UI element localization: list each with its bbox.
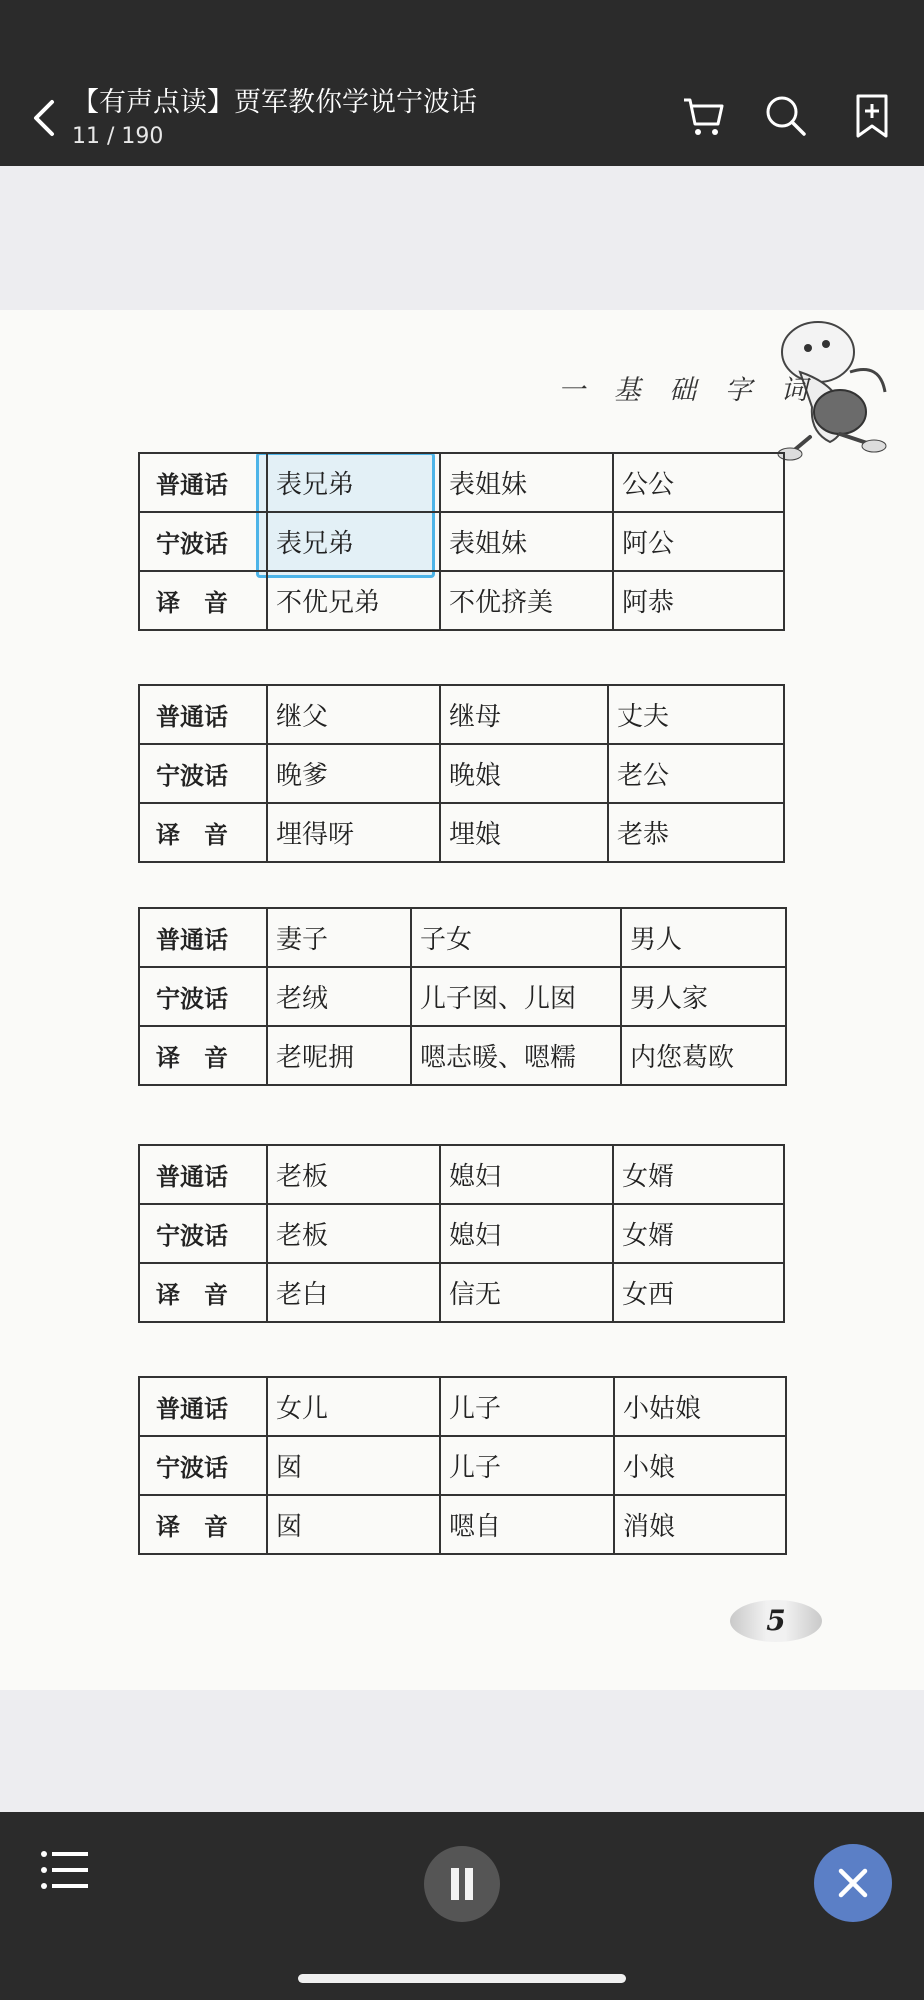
table-row [139,1436,786,1495]
table-cell[interactable]: 媳妇 [440,1204,613,1263]
table-cell[interactable]: 小娘 [614,1436,786,1495]
row-label: 宁波话 [139,512,267,571]
row-label: 宁波话 [139,967,267,1026]
table-cell[interactable]: 囡 [267,1495,440,1554]
row-label: 译 音 [139,1026,267,1085]
table-cell[interactable]: 表兄弟 [267,453,440,512]
vocab-table-3 [138,907,787,1086]
table-row [139,908,786,967]
book-title: 【有声点读】贾军教你学说宁波话 [72,87,477,118]
section-heading: 一 基 础 字 词 [558,375,818,406]
table-cell[interactable]: 小姑娘 [614,1377,786,1436]
row-label: 译 音 [139,1263,267,1322]
home-indicator [298,1974,626,1983]
row-label: 普通话 [139,1377,267,1436]
book-page[interactable] [0,310,924,1690]
table-cell[interactable]: 女儿 [267,1377,440,1436]
table-cell[interactable]: 晚爹 [267,744,440,803]
table-cell[interactable]: 老呢拥 [267,1026,411,1085]
row-label: 译 音 [139,1495,267,1554]
table-cell[interactable]: 埋娘 [440,803,608,862]
vocab-table-5 [138,1376,787,1555]
table-cell[interactable]: 儿子 [440,1377,614,1436]
table-cell[interactable]: 阿恭 [613,571,784,630]
table-cell[interactable]: 公公 [613,453,784,512]
table-row [139,1145,784,1204]
table-cell[interactable]: 表姐妹 [440,453,613,512]
table-cell[interactable]: 男人家 [621,967,786,1026]
table-cell[interactable]: 不优兄弟 [267,571,440,630]
row-label: 译 音 [139,571,267,630]
table-row [139,512,784,571]
table-cell[interactable]: 阿公 [613,512,784,571]
row-label: 宁波话 [139,1436,267,1495]
table-cell[interactable]: 嗯自 [440,1495,614,1554]
row-label: 普通话 [139,1145,267,1204]
table-row [139,1263,784,1322]
top-bar [0,0,924,166]
table-row [139,685,784,744]
table-row [139,1495,786,1554]
row-label: 普通话 [139,453,267,512]
vocab-table-4 [138,1144,785,1323]
search-icon[interactable] [762,92,810,140]
table-cell[interactable]: 表姐妹 [440,512,613,571]
table-row [139,453,784,512]
table-row [139,1204,784,1263]
table-cell[interactable]: 妻子 [267,908,411,967]
pause-icon-bar-left [451,1868,459,1900]
table-row [139,1377,786,1436]
vocab-table-2 [138,684,785,863]
table-cell[interactable]: 女婿 [613,1204,784,1263]
table-cell[interactable]: 儿子 [440,1436,614,1495]
pause-icon-bar-right [465,1868,473,1900]
cart-icon[interactable] [680,92,728,140]
row-label: 译 音 [139,803,267,862]
table-cell[interactable]: 老恭 [608,803,784,862]
table-cell[interactable]: 丈夫 [608,685,784,744]
table-row [139,744,784,803]
table-cell[interactable]: 埋得呀 [267,803,440,862]
vocab-table-1 [138,452,785,631]
back-icon[interactable] [28,98,62,138]
table-cell[interactable]: 儿子囡、儿囡 [411,967,621,1026]
table-cell[interactable]: 女婿 [613,1145,784,1204]
row-label: 普通话 [139,908,267,967]
row-label: 宁波话 [139,744,267,803]
pause-button[interactable] [424,1846,500,1922]
table-cell[interactable]: 不优挤美 [440,571,613,630]
menu-list-icon[interactable] [40,1848,90,1892]
table-cell[interactable]: 老白 [267,1263,440,1322]
close-icon [814,1844,892,1922]
table-cell[interactable]: 女西 [613,1263,784,1322]
table-cell[interactable]: 表兄弟 [267,512,440,571]
page-counter: 11 / 190 [72,124,164,149]
table-cell[interactable]: 继母 [440,685,608,744]
page-number: 5 [730,1600,822,1642]
table-cell[interactable]: 晚娘 [440,744,608,803]
table-cell[interactable]: 老板 [267,1145,440,1204]
table-cell[interactable]: 老绒 [267,967,411,1026]
row-label: 宁波话 [139,1204,267,1263]
bottom-bar [0,1812,924,2000]
page-gap-top [0,166,924,310]
table-cell[interactable]: 囡 [267,1436,440,1495]
table-cell[interactable]: 信无 [440,1263,613,1322]
table-cell[interactable]: 男人 [621,908,786,967]
row-label: 普通话 [139,685,267,744]
table-cell[interactable]: 继父 [267,685,440,744]
table-cell[interactable]: 子女 [411,908,621,967]
table-row [139,1026,786,1085]
table-cell[interactable]: 老板 [267,1204,440,1263]
bookmark-add-icon[interactable] [848,92,896,140]
table-row [139,571,784,630]
table-row [139,967,786,1026]
table-cell[interactable]: 内您葛欧 [621,1026,786,1085]
table-cell[interactable]: 嗯志暖、嗯糯 [411,1026,621,1085]
table-cell[interactable]: 消娘 [614,1495,786,1554]
table-cell[interactable]: 媳妇 [440,1145,613,1204]
table-cell[interactable]: 老公 [608,744,784,803]
table-row [139,803,784,862]
close-button[interactable] [814,1844,892,1922]
